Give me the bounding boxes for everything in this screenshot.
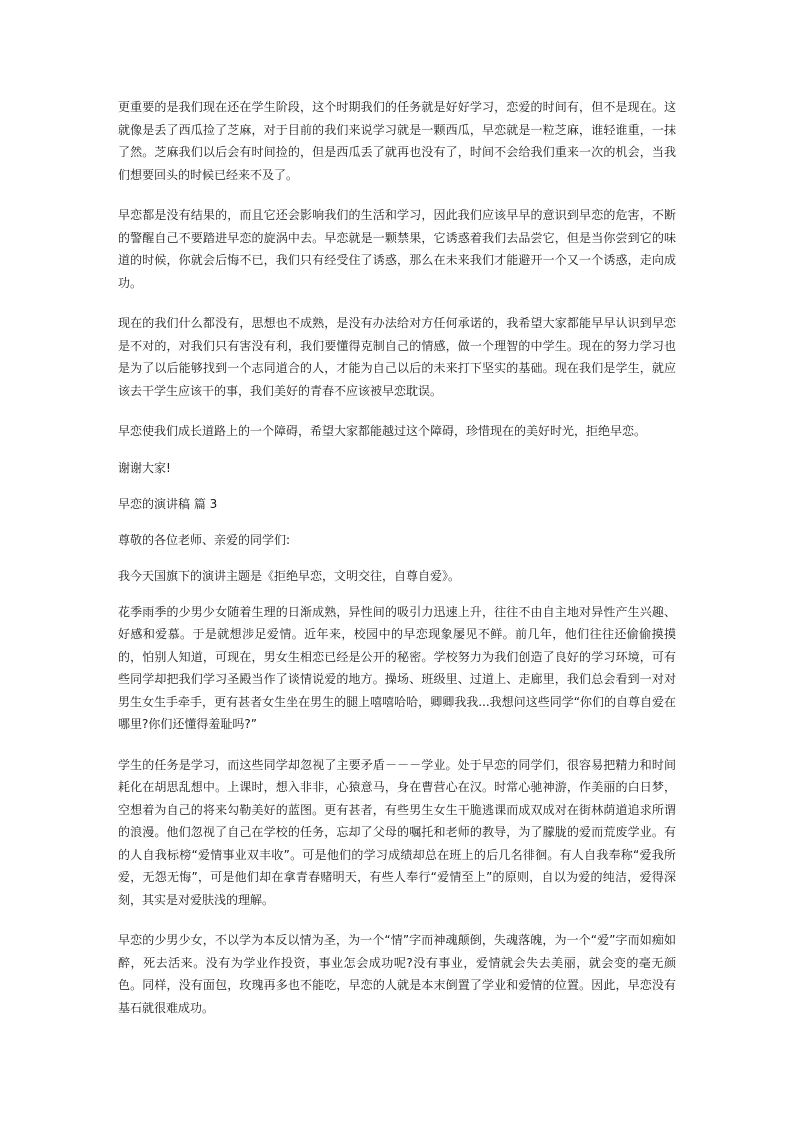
greeting: 尊敬的各位老师、亲爱的同学们:	[118, 532, 291, 547]
body-paragraph: 花季雨季的少男少女随着生理的日渐成熟，异性间的吸引力迅速上升，往往不由自主地对异性产生兴趣、好感和爱慕。于是就想涉足爱情。近年来，校园中的早恋现象屡见不鲜。前几年，他们往往还偷偷摸摸的，怕别人知道，可现在，男女生相恋已经是公开的秘密。学校努力为我们创造了良好的学习环境，可有些同学却把我们学习圣殿当作了谈情说爱的地方。操场、班级里、过道上、走廊里，我们总会看到一对对男生女生手牵手，更有甚者女生坐在男生的腿上嘻嘻哈哈，卿卿我我...我想问这些同学“你们的自尊自爱在哪里?你们还懂得羞耻吗?”	[118, 604, 676, 731]
body-paragraph: 更重要的是我们现在还在学生阶段，这个时期我们的任务就是好好学习，恋爱的时间有，但不是现在。这就像是丢了西瓜捡了芝麻，对于目前的我们来说学习就是一颗西瓜，早恋就是一粒芝麻，谁轻谁重，一抹了然。芝麻我们以后会有时间捡的，但是西瓜丢了就再也没有了，时间不会给我们重来一次的机会，当我们想要回头的时候已经来不及了。	[118, 100, 676, 182]
body-paragraph: 学生的任务是学习，而这些同学却忽视了主要矛盾－－－学业。处于早恋的同学们，很容易把精力和时间耗化在胡思乱想中。上课时，想入非非，心猿意马，身在曹营心在汉。时常心驰神游，作美丽的白日梦，空想着为自己的将来勾勒美好的蓝图。更有甚者，有些男生女生干脆逃课而成双成对在街林荫道追求所谓的浪漫。他们忽视了自己在学校的任务，忘却了父母的嘱托和老师的教导，为了朦胧的爱而荒废学业。有的人自我标榜“爱情事业双丰收”。可是他们的学习成绩却总在班上的后几名徘徊。有人自我奉称“爱我所爱，无怨无悔”，可是他们却在拿青春赌明天，有些人奉行“爱情至上”的原则，自以为爱的纯洁，爱得深刻，其实是对爱肤浅的理解。	[118, 757, 676, 907]
body-paragraph: 早恋使我们成长道路上的一个障碍，希望大家都能越过这个障碍，珍惜现在的美好时光，拒绝早恋。	[118, 424, 647, 438]
body-paragraph: 现在的我们什么都没有，思想也不成熟，是没有办法给对方任何承诺的，我希望大家都能早早认识到早恋是不对的，对我们只有害没有利，我们要懂得克制自己的情感，做一个理智的中学生。现在的努力学习也是为了以后能够找到一个志同道合的人，才能为自己以后的未来打下坚实的基础。现在我们是学生，就应该去干学生应该干的事，我们美好的青春不应该被早恋耽误。	[118, 316, 676, 398]
body-paragraph: 早恋的少男少女，不以学为本反以情为圣，为一个“情”字而神魂颠倒，失魂落魄，为一个“爱”字而如痴如醉，死去活来。没有为学业作投资，事业怎会成功呢?没有事业，爱情就会失去美丽，就会变的毫无颜色。同样，没有面包，玫瑰再多也不能吃，早恋的人就是本末倒置了学业和爱情的位置。因此，早恋没有基石就很难成功。	[118, 933, 676, 1015]
closing-thanks: 谢谢大家!	[118, 460, 171, 475]
document-page	[118, 96, 676, 1037]
speech-topic: 我今天国旗下的演讲主题是《拒绝早恋，文明交往，自尊自爱》。	[118, 568, 461, 583]
section-title: 早恋的演讲稿 篇 3	[118, 496, 218, 511]
body-paragraph: 早恋都是没有结果的，而且它还会影响我们的生活和学习，因此我们应该早早的意识到早恋的危害，不断的警醒自己不要踏进早恋的旋涡中去。早恋就是一颗禁果，它诱惑着我们去品尝它，但是当你尝到它的味道的时候，你就会后悔不已，我们只有经受住了诱惑，那么在未来我们才能避开一个又一个诱惑，走向成功。	[118, 208, 676, 290]
